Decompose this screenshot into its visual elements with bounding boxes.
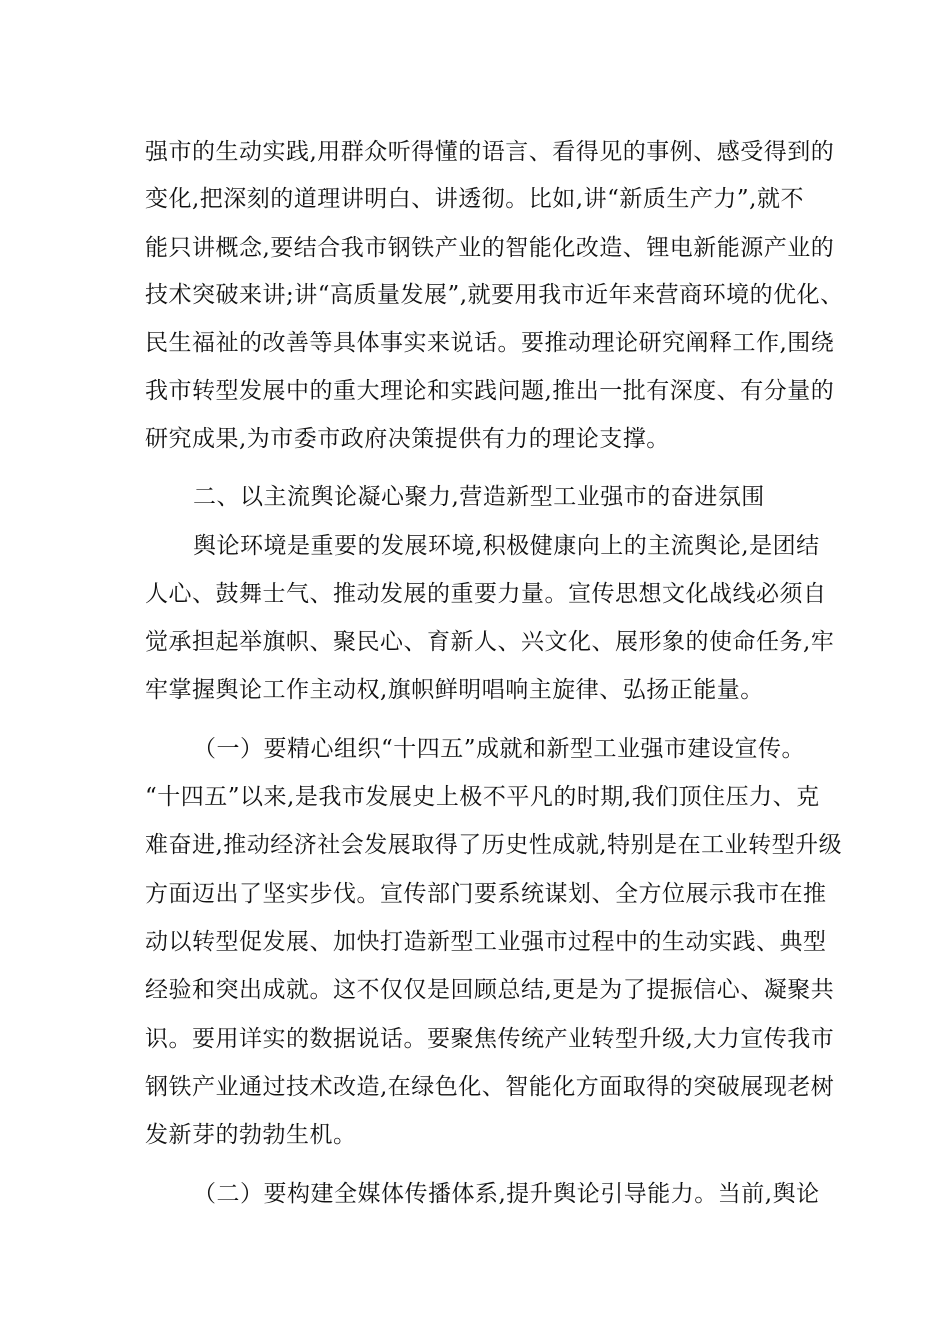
body-text-line: 觉承担起举旗帜、聚民心、育新人、兴文化、展形象的使命任务,牢 <box>145 629 835 655</box>
body-text-line: “十四五”以来,是我市发展史上极不平凡的时期,我们顶住压力、克 <box>145 784 820 810</box>
body-text-line: 人心、鼓舞士气、推动发展的重要力量。宣传思想文化战线必须自 <box>145 581 827 607</box>
body-text-line: 研究成果,为市委市政府决策提供有力的理论支撑。 <box>145 426 670 452</box>
body-text-line: 难奋进,推动经济社会发展取得了历史性成就,特别是在工业转型升级 <box>145 832 843 858</box>
body-text-line: 变化,把深刻的道理讲明白、讲透彻。比如,讲“新质生产力”,就不 <box>145 186 804 212</box>
body-text-line: 方面迈出了坚实步伐。宣传部门要系统谋划、全方位展示我市在推 <box>145 881 827 907</box>
subsection-heading: （一）要精心组织“十四五”成就和新型工业强市建设宣传。 <box>193 736 806 762</box>
body-text-line: 钢铁产业通过技术改造,在绿色化、智能化方面取得的突破展现老树 <box>145 1074 835 1100</box>
body-text-line: 民生福祉的改善等具体事实来说话。要推动理论研究阐释工作,围绕 <box>145 330 835 356</box>
body-text-line: 技术突破来讲;讲“高质量发展”,就要用我市近年来营商环境的优化、 <box>145 282 844 308</box>
body-text-line: 我市转型发展中的重大理论和实践问题,推出一批有深度、有分量的 <box>145 378 835 404</box>
section-heading: 二、以主流舆论凝心聚力,营造新型工业强市的奋进氛围 <box>193 484 765 510</box>
body-text-line: 强市的生动实践,用群众听得懂的语言、看得见的事例、感受得到的 <box>145 139 835 165</box>
body-text-line: 经验和突出成就。这不仅仅是回顾总结,更是为了提振信心、凝聚共 <box>145 977 835 1003</box>
body-text-line: 舆论环境是重要的发展环境,积极健康向上的主流舆论,是团结 <box>193 533 820 559</box>
body-text-line: 能只讲概念,要结合我市钢铁产业的智能化改造、锂电新能源产业的 <box>145 235 835 261</box>
body-text-line: 识。要用详实的数据说话。要聚焦传统产业转型升级,大力宣传我市 <box>145 1026 835 1052</box>
body-text-line: 牢掌握舆论工作主动权,旗帜鲜明唱响主旋律、弘扬正能量。 <box>145 677 764 703</box>
body-text-line: 发新芽的勃勃生机。 <box>145 1122 357 1148</box>
subsection-heading: （二）要构建全媒体传播体系,提升舆论引导能力。当前,舆论 <box>193 1181 820 1207</box>
body-text-line: 动以转型促发展、加快打造新型工业强市过程中的生动实践、典型 <box>145 929 827 955</box>
